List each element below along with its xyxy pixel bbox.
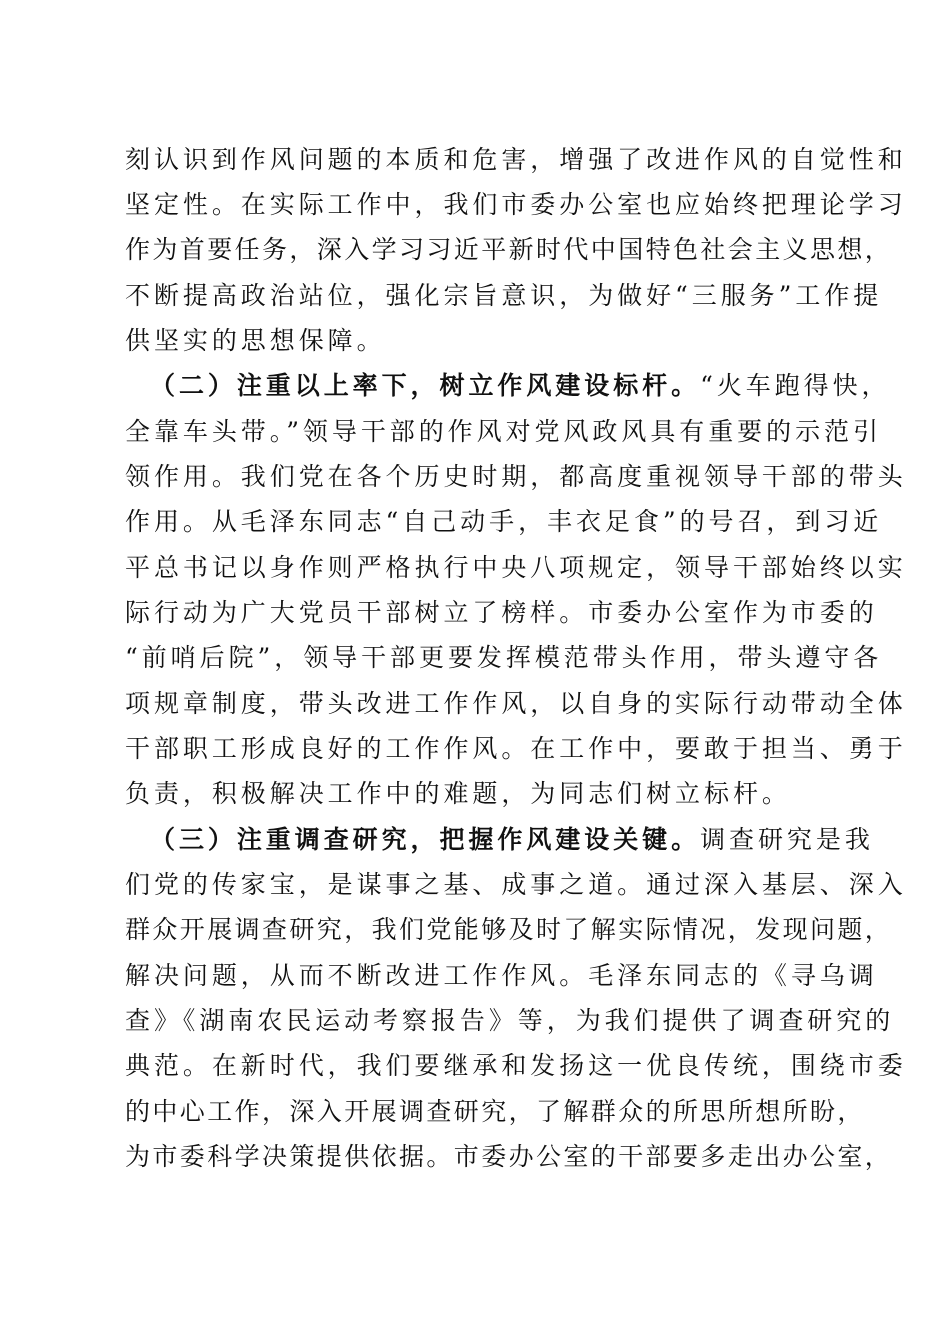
text-line: 作为首要任务，深入学习习近平新时代中国特色社会主义思想， [125, 235, 893, 264]
section-2-text: “火车跑得快， [700, 371, 891, 400]
text-line: 干部职工形成良好的工作作风。在工作中，要敢于担当、勇于 [125, 734, 907, 763]
text-line: 际行动为广大党员干部树立了榜样。市委办公室作为市委的 [125, 598, 878, 627]
text-line: 平总书记以身作则严格执行中央八项规定，领导干部始终以实 [125, 553, 907, 582]
text-line: 解决问题，从而不断改进工作作风。毛泽东同志的《寻乌调 [125, 961, 878, 990]
text-line: 供坚实的思想保障。 [125, 326, 386, 355]
text-line: 不断提高政治站位，强化宗旨意识，为做好“三服务”工作提 [125, 281, 883, 310]
text-line: 们党的传家宝，是谋事之基、成事之道。通过深入基层、深入 [125, 870, 907, 899]
text-line: 查》《湖南农民运动考察报告》等，为我们提供了调查研究的 [125, 1006, 895, 1035]
section-3-text: 调查研究是我 [700, 825, 874, 854]
text-line: 的中心工作，深入开展调查研究，了解群众的所思所想所盼， [125, 1097, 865, 1126]
section-2-heading: （二）注重以上率下，树立作风建设标杆。 [150, 371, 701, 400]
text-line: 典范。在新时代，我们要继承和发扬这一优良传统，围绕市委 [125, 1051, 907, 1080]
text-line: 项规章制度，带头改进工作作风，以自身的实际行动带动全体 [125, 689, 907, 718]
section-3-first-line [0, 818, 950, 862]
text-line: 作用。从毛泽东同志“自己动手，丰衣足食”的号召，到习近 [125, 507, 883, 536]
text-line: 领作用。我们党在各个历史时期，都高度重视领导干部的带头 [125, 462, 907, 491]
text-line: “前哨后院”，领导干部更要发挥模范带头作用，带头遵守各 [125, 643, 883, 672]
section-2-first-line [0, 364, 950, 408]
section-3-heading: （三）注重调查研究，把握作风建设关键。 [150, 825, 701, 854]
text-line: 负责，积极解决工作中的难题，为同志们树立标杆。 [125, 779, 791, 808]
text-line: 刻认识到作风问题的本质和危害，增强了改进作风的自觉性和 [125, 145, 907, 174]
text-line: 全靠车头带。”领导干部的作风对党风政风具有重要的示范引 [125, 417, 882, 446]
text-line: 坚定性。在实际工作中，我们市委办公室也应始终把理论学习 [125, 190, 907, 219]
text-line: 为市委科学决策提供依据。市委办公室的干部要多走出办公室， [125, 1142, 893, 1171]
text-line: 群众开展调查研究，我们党能够及时了解实际情况，发现问题， [125, 915, 893, 944]
